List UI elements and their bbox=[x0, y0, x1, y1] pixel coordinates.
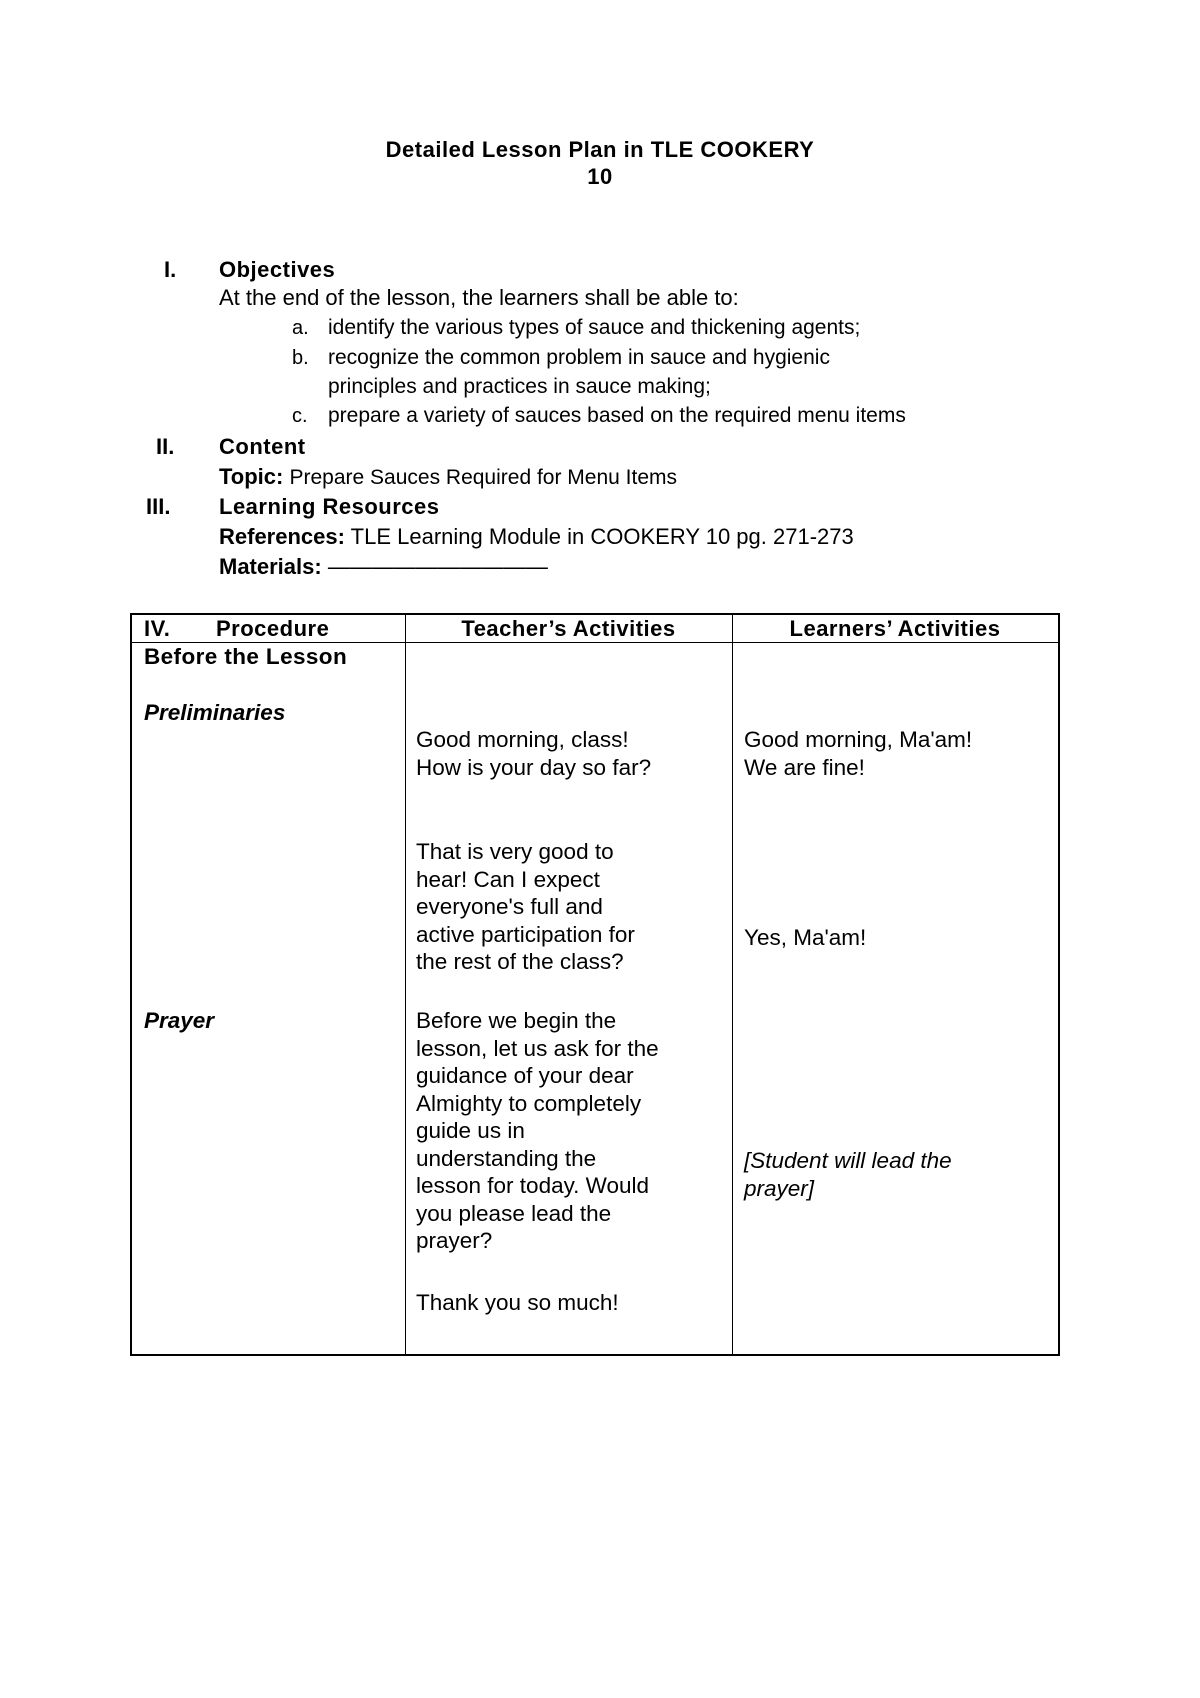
procedure-prayer: Prayer bbox=[144, 1008, 215, 1033]
header-teacher-activities: Teacher’s Activities bbox=[461, 616, 676, 641]
procedure-preliminaries: Preliminaries bbox=[144, 700, 286, 725]
teacher-prayer-request bbox=[416, 1007, 659, 1255]
topic-label: Topic: bbox=[219, 464, 284, 489]
objective-b-letter: b. bbox=[292, 347, 309, 369]
objective-c-text: prepare a variety of sauces based on the required menu items bbox=[328, 404, 906, 427]
teacher-participation-line: everyone's full and bbox=[416, 894, 603, 919]
teacher-prayer-line: guide us in bbox=[416, 1118, 525, 1143]
section-number-resources: III. bbox=[146, 494, 171, 519]
references-value: TLE Learning Module in COOKERY 10 pg. 271-273 bbox=[350, 524, 854, 549]
objective-a-letter: a. bbox=[292, 317, 309, 339]
references-label: References: bbox=[219, 524, 345, 549]
teacher-prayer-line: lesson for today. Would bbox=[416, 1173, 650, 1198]
teacher-participation-line: active participation for bbox=[416, 921, 635, 947]
teacher-greeting-line: How is your day so far? bbox=[416, 754, 652, 780]
learners-greeting bbox=[744, 726, 972, 781]
resources-materials bbox=[219, 553, 548, 581]
teacher-prayer-line: Almighty to completely bbox=[416, 1090, 642, 1116]
section-heading-content: Content bbox=[219, 434, 306, 459]
header-procedure-number: IV. bbox=[144, 616, 171, 641]
teacher-prayer-line: Before we begin the bbox=[416, 1008, 617, 1033]
teacher-prayer-line: prayer? bbox=[416, 1228, 493, 1253]
learners-prayer-note-line: [Student will lead the bbox=[744, 1148, 952, 1173]
document-title: Detailed Lesson Plan in TLE COOKERY bbox=[385, 137, 815, 162]
teacher-prayer-line: guidance of your dear bbox=[416, 1063, 634, 1088]
teacher-greeting bbox=[416, 726, 651, 781]
materials-label: Materials: bbox=[219, 554, 322, 579]
teacher-participation-line: the rest of the class? bbox=[416, 949, 624, 974]
teacher-prayer-line: you please lead the bbox=[416, 1200, 612, 1226]
teacher-participation-line: hear! Can I expect bbox=[416, 866, 600, 892]
teacher-greeting-line: Good morning, class! bbox=[416, 727, 629, 752]
objective-a-text: identify the various types of sauce and thickening agents; bbox=[328, 316, 861, 339]
learners-greeting-line: We are fine! bbox=[744, 754, 865, 780]
teacher-prayer-line: lesson, let us ask for the bbox=[416, 1035, 659, 1061]
section-number-objectives: I. bbox=[164, 257, 177, 282]
objective-c-letter: c. bbox=[292, 405, 308, 427]
section-heading-resources: Learning Resources bbox=[219, 494, 440, 519]
teacher-thanks: Thank you so much! bbox=[416, 1290, 619, 1315]
table-column-divider bbox=[732, 615, 733, 1354]
header-procedure: Procedure bbox=[216, 616, 330, 641]
teacher-participation bbox=[416, 838, 635, 976]
topic-value: Prepare Sauces Required for Menu Items bbox=[289, 466, 678, 489]
objective-b-text-line1: recognize the common problem in sauce and hygienic bbox=[328, 346, 830, 369]
procedure-before-lesson: Before the Lesson bbox=[144, 644, 348, 669]
learners-prayer-note bbox=[744, 1147, 952, 1202]
objectives-intro: At the end of the lesson, the learners shall be able to: bbox=[219, 285, 739, 310]
objective-b-text-line2: principles and practices in sauce making; bbox=[328, 375, 711, 398]
learners-greeting-line: Good morning, Ma'am! bbox=[744, 727, 973, 752]
header-learners-activities: Learners’ Activities bbox=[789, 616, 1001, 641]
learners-agree: Yes, Ma'am! bbox=[744, 925, 867, 950]
teacher-prayer-line: understanding the bbox=[416, 1145, 597, 1171]
resources-references bbox=[219, 523, 854, 551]
materials-value: —————————— bbox=[327, 554, 548, 579]
learners-prayer-note-line: prayer] bbox=[744, 1175, 815, 1201]
table-column-divider bbox=[405, 615, 406, 1354]
section-number-content: II. bbox=[156, 434, 175, 459]
procedure-table bbox=[130, 613, 1060, 1356]
content-topic bbox=[219, 463, 677, 492]
section-heading-objectives: Objectives bbox=[219, 257, 336, 282]
document-title-grade: 10 bbox=[587, 164, 613, 189]
teacher-participation-line: That is very good to bbox=[416, 839, 614, 864]
